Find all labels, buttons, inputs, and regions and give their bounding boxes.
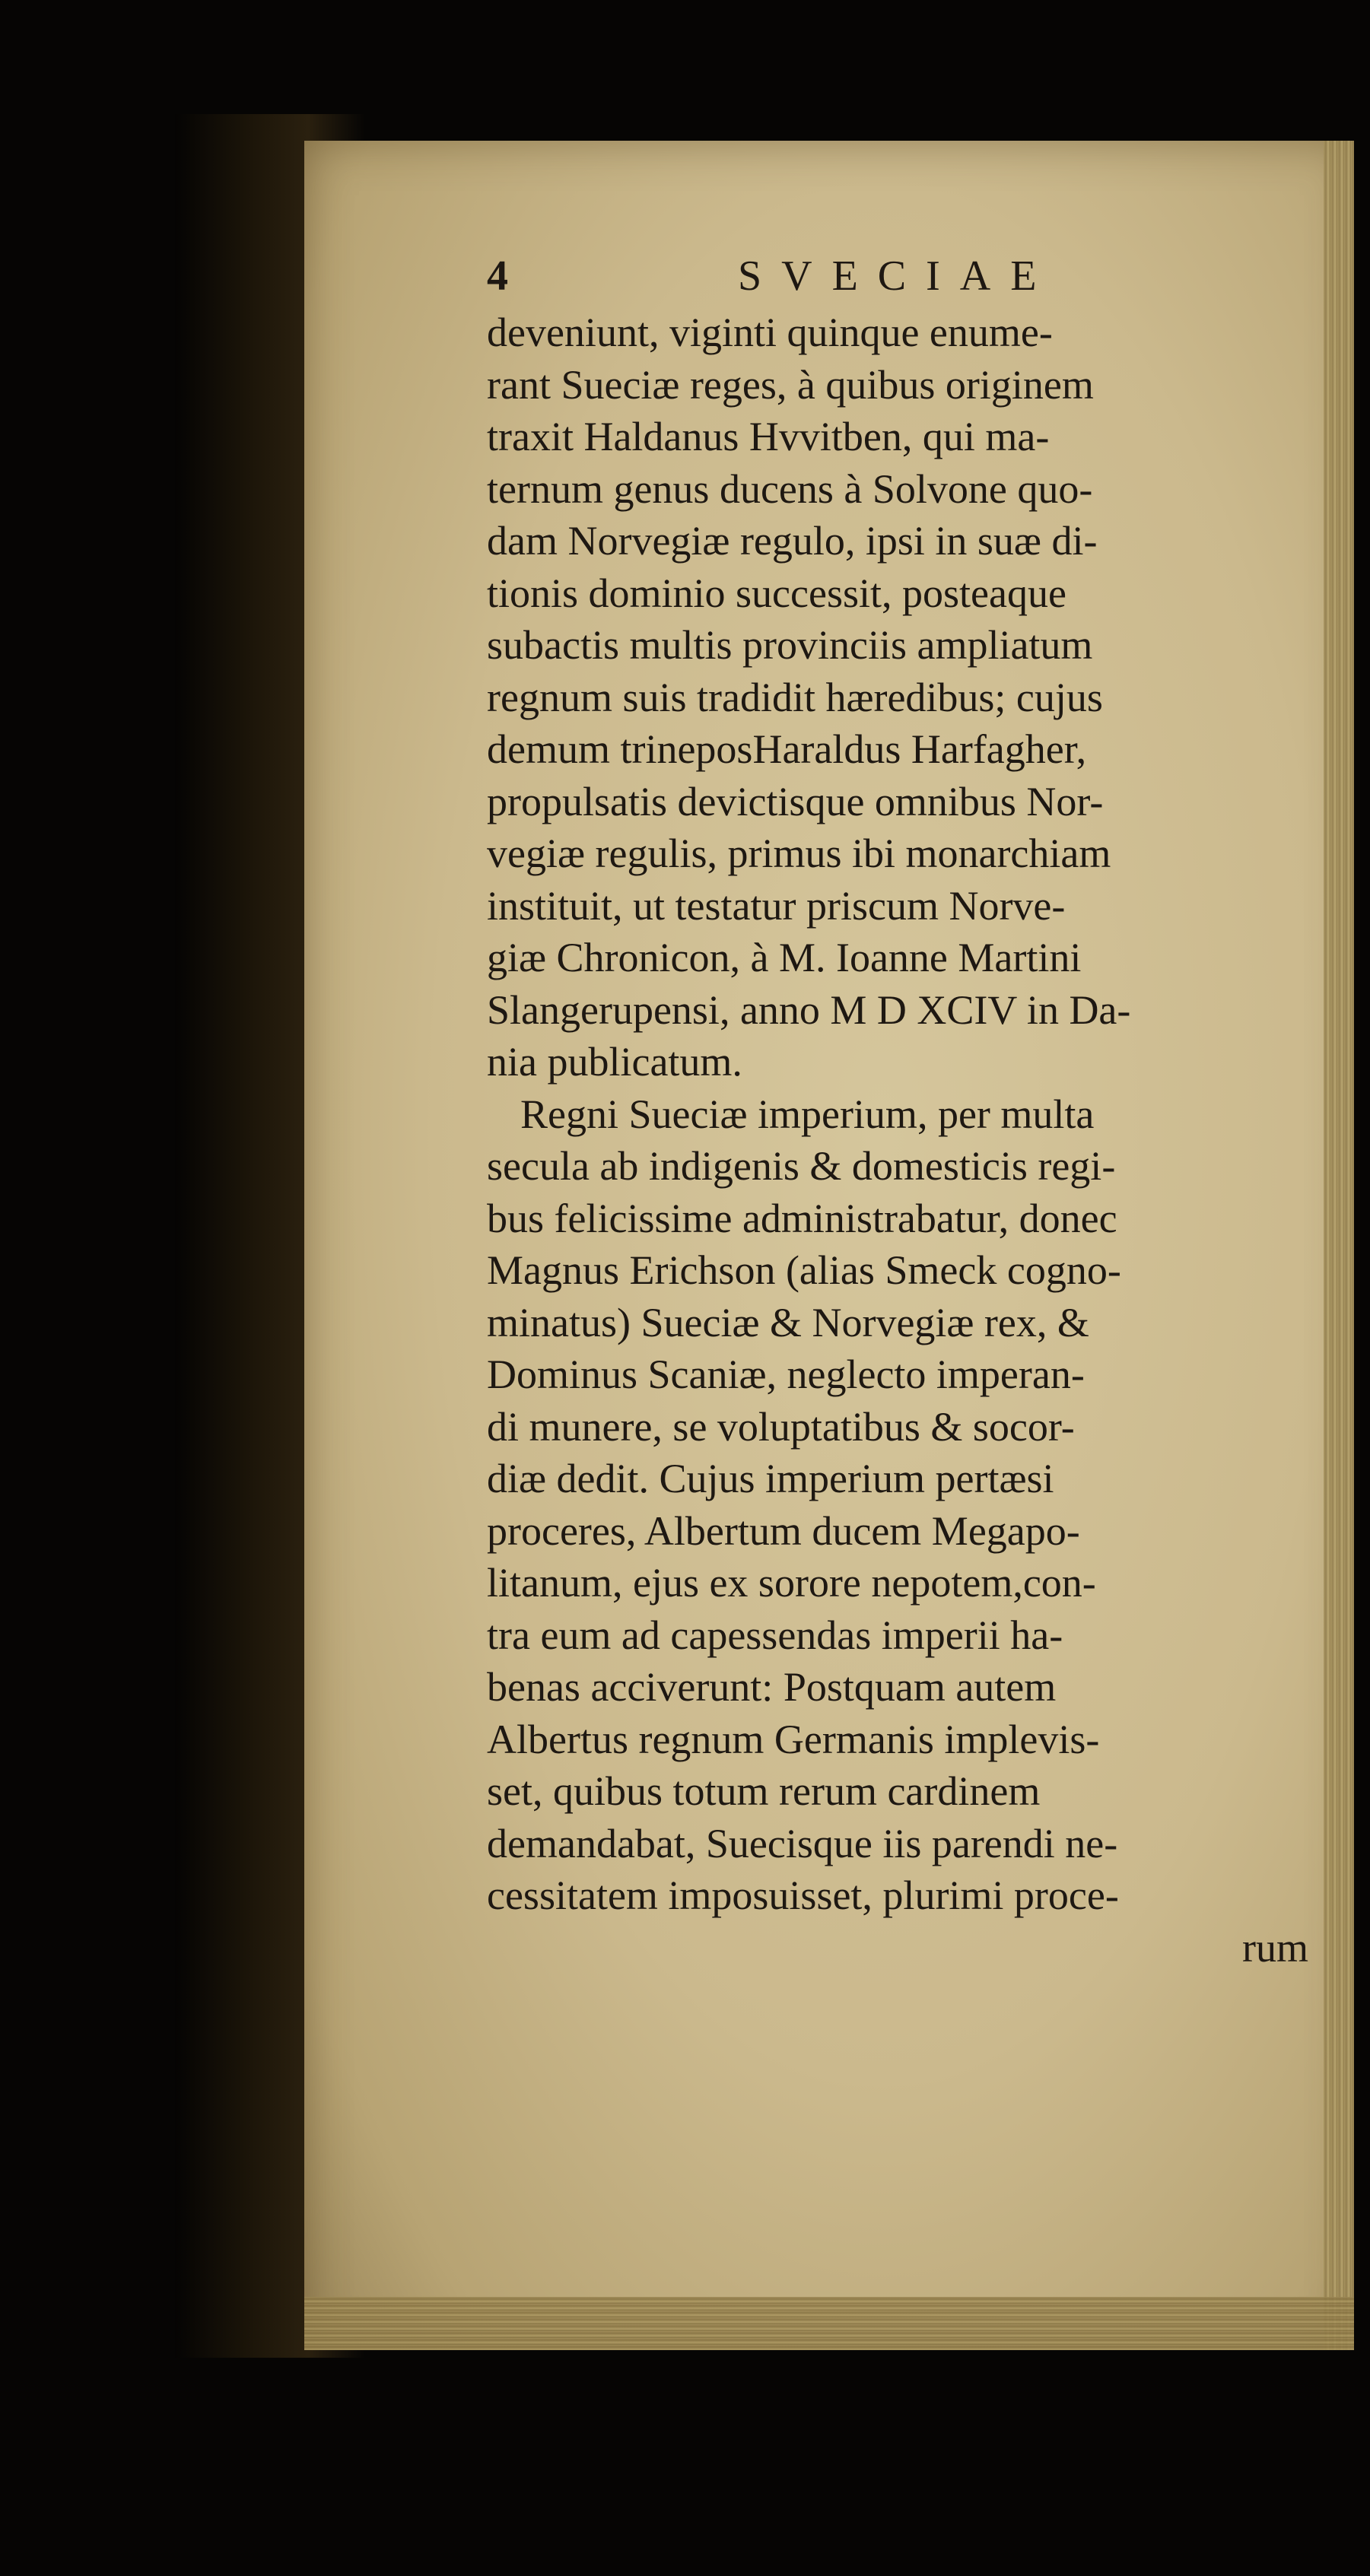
text-line: demandabat, Suecisque iis parendi ne- bbox=[487, 1820, 1118, 1866]
text-line: di munere, se voluptatibus & socor- bbox=[487, 1403, 1075, 1450]
text-line: benas acciverunt: Postquam autem bbox=[487, 1664, 1057, 1710]
text-line: bus felicissime administrabatur, donec bbox=[487, 1195, 1117, 1241]
text-line: propulsatis devictisque omnibus Nor- bbox=[487, 778, 1104, 824]
text-line: cessitatem imposuisset, plurimi proce- bbox=[487, 1872, 1119, 1918]
text-line: subactis multis provinciis ampliatum bbox=[487, 622, 1093, 668]
text-line: secula ab indigenis & domesticis regi- bbox=[487, 1143, 1116, 1189]
text-line: set, quibus totum rerum cardinem bbox=[487, 1768, 1041, 1814]
text-line: nia publicatum. bbox=[487, 1039, 742, 1085]
text-line: giæ Chronicon, à M. Ioanne Martini bbox=[487, 935, 1082, 980]
text-line: tionis dominio successit, posteaque bbox=[487, 570, 1066, 616]
text-line: Slangerupensi, anno M D XCIV in Da- bbox=[487, 986, 1131, 1033]
text-line: demum trineposHaraldus Harfagher, bbox=[487, 726, 1087, 772]
catchword: rum bbox=[1242, 1924, 1308, 1971]
page-number: 4 bbox=[487, 253, 508, 300]
book-page bbox=[304, 141, 1354, 2350]
text-line: dam Norvegiæ regulo, ipsi in suæ di- bbox=[487, 518, 1098, 564]
page-edge-right bbox=[1324, 141, 1354, 2350]
text-line: Magnus Erichson (alias Smeck cogno- bbox=[487, 1247, 1121, 1293]
text-line: vegiæ regulis, primus ibi monarchiam bbox=[487, 831, 1111, 876]
text-line: traxit Haldanus Hvvitben, qui ma- bbox=[487, 414, 1050, 459]
text-line: regnum suis tradidit hæredibus; cujus bbox=[487, 674, 1103, 720]
paragraph-start-line: Regni Sueciæ imperium, per multa bbox=[520, 1091, 1095, 1137]
text-line: deveniunt, viginti quinque enume- bbox=[487, 310, 1053, 355]
running-title: SVECIAE bbox=[738, 253, 1057, 300]
text-line: instituit, ut testatur priscum Norve- bbox=[487, 882, 1066, 929]
text-line: minatus) Sueciæ & Norvegiæ rex, & bbox=[487, 1299, 1089, 1345]
page-header bbox=[487, 252, 1171, 313]
text-line: Albertus regnum Germanis implevis- bbox=[487, 1716, 1100, 1762]
text-line: tra eum ad capessendas imperii ha- bbox=[487, 1612, 1063, 1658]
text-line: rant Sueciæ reges, à quibus originem bbox=[487, 361, 1094, 408]
text-line: proceres, Albertum ducem Megapo- bbox=[487, 1507, 1080, 1554]
page-edge-bottom bbox=[304, 2297, 1354, 2350]
text-line: diæ dedit. Cujus imperium pertæsi bbox=[487, 1456, 1054, 1501]
text-line: litanum, ejus ex sorore nepotem,con- bbox=[487, 1560, 1096, 1606]
text-line: ternum genus ducens à Solvone quo- bbox=[487, 465, 1093, 512]
text-line: Dominus Scaniæ, neglecto imperan- bbox=[487, 1352, 1085, 1397]
body-text bbox=[487, 307, 1308, 1974]
